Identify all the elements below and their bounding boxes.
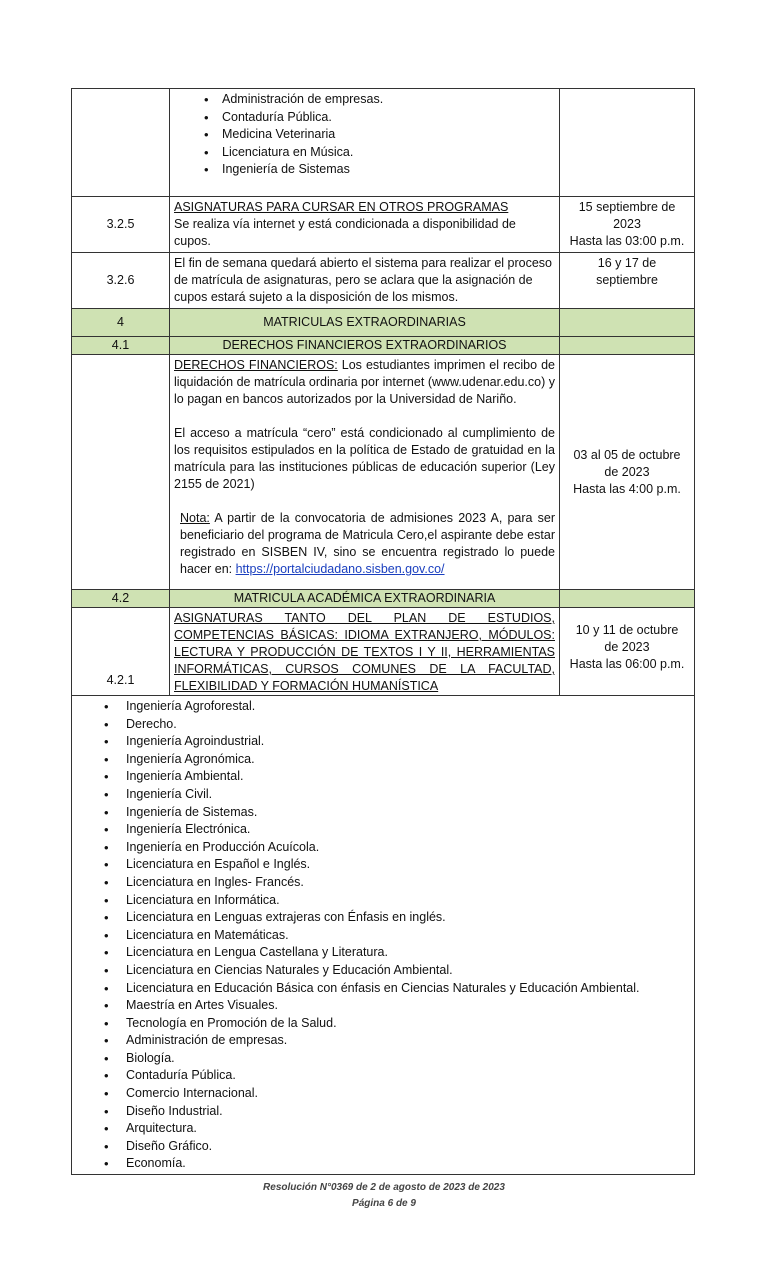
list-item: • Diseño Gráfico. [126, 1138, 690, 1156]
date-line: Hasta las 4:00 p.m. [573, 481, 681, 496]
empty-cell [72, 355, 170, 590]
date-line: 10 y 11 de octubre [575, 623, 679, 637]
section-title: MATRICULAS EXTRAORDINARIAS [170, 309, 560, 337]
list-item: • Ingeniería de Sistemas [222, 161, 555, 179]
list-item: • Administración de empresas. [222, 91, 555, 109]
list-item: • Ingeniería en Producción Acuícola. [126, 839, 690, 857]
list-item: • Licenciatura en Informática. [126, 892, 690, 910]
program-list [76, 698, 690, 1173]
row-description [170, 608, 560, 696]
financial-rights-cell [170, 355, 560, 590]
row-number: 4.2.1 [72, 608, 170, 696]
date-cell [560, 253, 695, 309]
list-item: • Licenciatura en Música. [222, 144, 555, 162]
empty-cell [560, 309, 695, 337]
row-number: 3.2.6 [72, 253, 170, 309]
empty-cell [560, 89, 695, 197]
section-number: 4 [72, 309, 170, 337]
page-total: 9 [410, 1198, 416, 1209]
table-row [72, 608, 695, 696]
row-title: ASIGNATURAS TANTO DEL PLAN DE ESTUDIOS, COMPETENCIAS BÁSICAS: IDIOMA EXTRANJERO, MÓDULOS: LECTURA Y PRODUCCIÓN DE TEXTOS I Y II, HERRAMIENTAS INFORMÁTICAS, CURSOS COMUNES DE LA FACULTAD, FLEXIBILIDAD Y FORMACIÓN HUMANÍSTICA [174, 611, 555, 693]
section-title: DERECHOS FINANCIEROS EXTRAORDINARIOS [170, 337, 560, 355]
table-row [72, 355, 695, 590]
list-item: • Arquitectura. [126, 1120, 690, 1138]
program-list [174, 91, 555, 179]
list-item: • Derecho. [126, 716, 690, 734]
section-number: 4.2 [72, 590, 170, 608]
list-item: • Contaduría Pública. [126, 1067, 690, 1085]
list-item: • Comercio Internacional. [126, 1085, 690, 1103]
list-item: • Contaduría Pública. [222, 109, 555, 127]
list-item: • Biología. [126, 1050, 690, 1068]
list-item: • Ingeniería Ambiental. [126, 768, 690, 786]
note-text: A partir de la convocatoria de admisiones 2023 A, para ser beneficiario del programa de Matricula Cero,el aspirante debe estar registrado en SISBEN IV, sino se encuentra registrado lo puede hacer en: [180, 511, 555, 576]
list-item: • Ingeniería Agronómica. [126, 751, 690, 769]
financial-lead: DERECHOS FINANCIEROS: [174, 358, 338, 372]
row-number: 3.2.5 [72, 197, 170, 253]
row-description [170, 197, 560, 253]
empty-cell [72, 89, 170, 197]
list-item: • Licenciatura en Español e Inglés. [126, 856, 690, 874]
footer-page [0, 1198, 768, 1209]
sisben-link[interactable]: https://portalciudadano.sisben.gov.co/ [235, 562, 445, 576]
list-item: • Ingeniería Electrónica. [126, 821, 690, 839]
list-item: • Ingeniería Agroforestal. [126, 698, 690, 716]
date-line: Hasta las 06:00 p.m. [569, 657, 685, 671]
date-line: 15 septiembre de [578, 200, 676, 214]
date-line: 2023 [613, 217, 641, 231]
date-line: de 2023 [604, 640, 650, 654]
note-lead: Nota: [180, 511, 210, 525]
page-prefix: Página [352, 1198, 388, 1209]
row-text: Se realiza vía internet y está condicionada a disponibilidad de cupos. [174, 217, 516, 248]
list-item: • Licenciatura en Ciencias Naturales y Educación Ambiental. [126, 962, 690, 980]
list-item: • Licenciatura en Ingles- Francés. [126, 874, 690, 892]
zero-enrollment-paragraph: El acceso a matrícula “cero” está condicionado al cumplimiento de los requisitos estipulados en la política de Estado de gratuidad en la matrícula para las instituciones públicas de educación superior (Ley 2155 de 2021) [174, 426, 555, 491]
empty-cell [560, 590, 695, 608]
list-item: • Administración de empresas. [126, 1032, 690, 1050]
date-cell [560, 197, 695, 253]
list-item: • Licenciatura en Lenguas extrajeras con Énfasis en inglés. [126, 909, 690, 927]
list-item: • Economía. [126, 1155, 690, 1173]
date-line: Hasta las 03:00 p.m. [569, 234, 685, 248]
date-cell [560, 355, 695, 590]
section-row [72, 337, 695, 355]
list-item: • Medicina Veterinaria [222, 126, 555, 144]
financial-text: Los estudiantes imprimen el recibo de liquidación de matrícula ordinaria por internet (www.udenar.edu.co) y lo pagan en bancos autorizados por la Universidad de Nariño. [174, 358, 555, 406]
list-item: • Licenciatura en Matemáticas. [126, 927, 690, 945]
note-paragraph [174, 510, 555, 578]
list-item: • Ingeniería Civil. [126, 786, 690, 804]
page-mid: de [393, 1198, 411, 1209]
table-row [72, 696, 695, 1175]
list-item: • Licenciatura en Educación Básica con énfasis en Ciencias Naturales y Educación Ambiental. [126, 980, 690, 998]
page-number: 6 [387, 1198, 394, 1209]
date-line: 03 al 05 de octubre [573, 447, 681, 462]
section-number: 4.1 [72, 337, 170, 355]
table-row [72, 197, 695, 253]
date-line: septiembre [596, 273, 658, 287]
table-row [72, 89, 695, 197]
row-title: ASIGNATURAS PARA CURSAR EN OTROS PROGRAMAS [174, 200, 509, 214]
financial-paragraph [174, 357, 555, 408]
programs-cell [72, 696, 695, 1175]
empty-cell [560, 337, 695, 355]
section-row [72, 309, 695, 337]
program-list-cell [170, 89, 560, 197]
date-line: de 2023 [604, 464, 650, 479]
row-text: El fin de semana quedará abierto el sistema para realizar el proceso de matrícula de asignaturas, pero se aclara que la asignación de cupos estará sujeto a la disposición de los mismos. [170, 253, 560, 309]
footer-resolution: Resolución N°0369 de 2 de agosto de 2023 de 2023 [263, 1182, 505, 1193]
list-item: • Ingeniería Agroindustrial. [126, 733, 690, 751]
list-item: • Ingeniería de Sistemas. [126, 804, 690, 822]
schedule-table [71, 88, 695, 1175]
list-item: • Tecnología en Promoción de la Salud. [126, 1015, 690, 1033]
list-item: • Licenciatura en Lengua Castellana y Literatura. [126, 944, 690, 962]
section-row [72, 590, 695, 608]
list-item: • Maestría en Artes Visuales. [126, 997, 690, 1015]
date-line: 16 y 17 de [597, 256, 657, 270]
section-title: MATRICULA ACADÉMICA EXTRAORDINARIA [170, 590, 560, 608]
list-item: • Diseño Industrial. [126, 1103, 690, 1121]
table-row [72, 253, 695, 309]
date-cell [560, 608, 695, 696]
